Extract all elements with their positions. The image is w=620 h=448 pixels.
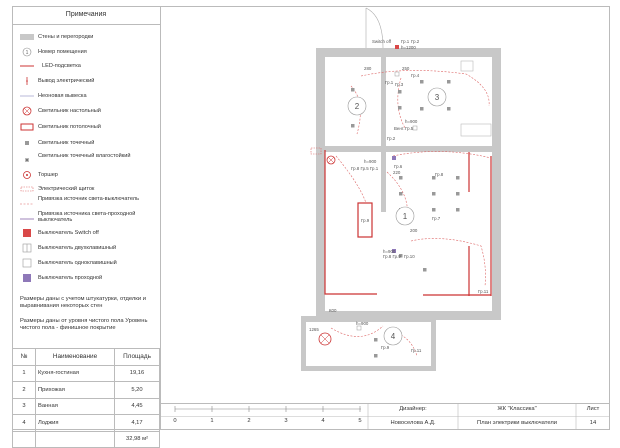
switch-passthrough-icon xyxy=(20,273,34,283)
legend-switch-double: Выключатель двухклавишный xyxy=(38,245,117,251)
table-row: 3 Ванная 4,45 xyxy=(13,398,160,415)
svg-text:Гр.7: Гр.7 xyxy=(432,216,441,221)
spot-icon xyxy=(20,138,34,148)
switch-link-icon xyxy=(20,199,34,209)
svg-text:250: 250 xyxy=(402,66,410,71)
col-number-header: № xyxy=(13,349,36,366)
svg-text:Гр.9: Гр.9 xyxy=(361,218,370,223)
svg-text:Гр.11: Гр.11 xyxy=(411,348,422,353)
svg-text:h=900: h=900 xyxy=(364,159,377,164)
table-lamp-icon xyxy=(20,106,34,116)
designer-label: Дизайнер: xyxy=(399,406,427,412)
outlet-marker-icon xyxy=(20,76,34,86)
electrical-plan xyxy=(161,6,610,403)
legend-passthrough-link: Привязка источника света-проходной выключатель xyxy=(38,211,136,223)
rooms-table xyxy=(12,348,160,448)
legend-led: LED-подсветка xyxy=(42,63,81,69)
legend-switch-passthrough: Выключатель проходной xyxy=(38,275,103,281)
floor-lamp-icon xyxy=(20,170,34,180)
room-4-number: 4 xyxy=(390,332,396,341)
table-row: 1 Кухня-гостиная 19,16 xyxy=(13,365,160,382)
sheet-number: 14 xyxy=(589,420,597,426)
title-block xyxy=(161,403,610,430)
legend-floor-lamp: Торшер xyxy=(38,172,58,178)
svg-text:Вент.: Вент. xyxy=(394,126,405,131)
col-name-header: Наименование xyxy=(36,349,115,366)
svg-text:h=900: h=900 xyxy=(405,119,418,124)
plan-labels xyxy=(309,39,489,353)
project-name: ЖК "Классика" xyxy=(497,406,537,412)
walls-swatch-icon xyxy=(20,32,34,42)
svg-text:Гр.10: Гр.10 xyxy=(404,254,415,259)
room-1-number: 1 xyxy=(402,212,408,221)
scale-tick-5: 5 xyxy=(358,418,362,424)
note-floor-level: Размеры даны от уровня чистого пола Уровень чистого пола - финишное покрытие xyxy=(20,318,148,331)
sheet-title: План электрики выключатели xyxy=(477,420,557,426)
scale-tick-0: 0 xyxy=(173,418,177,424)
electric-panel-icon xyxy=(20,184,34,194)
spot-wet-icon xyxy=(20,155,34,165)
room-3-number: 3 xyxy=(434,93,440,102)
legend-switch-off: Выключатель Switch off xyxy=(38,230,99,236)
svg-text:Гр.9: Гр.9 xyxy=(381,345,390,350)
bathtub xyxy=(461,124,491,136)
scale-tick-1: 1 xyxy=(210,418,214,424)
neon-line-icon xyxy=(20,91,34,101)
svg-text:Гр.8: Гр.8 xyxy=(435,172,444,177)
legend-spot: Светильник точечный xyxy=(38,140,95,146)
svg-text:Гр.8 Гр.5 Гр.1: Гр.8 Гр.5 Гр.1 xyxy=(351,166,379,171)
svg-text:280: 280 xyxy=(364,66,372,71)
svg-text:220: 220 xyxy=(393,170,401,175)
table-total-row xyxy=(13,431,160,448)
scale-tick-2: 2 xyxy=(247,418,251,424)
svg-text:Гр.6: Гр.6 xyxy=(394,164,403,169)
legend-spot-wet: Светильник точечный влагостойкий xyxy=(38,153,131,159)
total-area: 32,98 м² xyxy=(115,431,160,448)
legend-outlet: Вывод электрический xyxy=(38,78,95,84)
note-dimensions: Размеры даны с учетом штукатурки, отделки и выравнивания некоторых стен xyxy=(20,296,146,309)
switch-single-icon xyxy=(20,258,34,268)
table-row: 2 Прихожая 5,20 xyxy=(13,382,160,399)
scale-tick-4: 4 xyxy=(321,418,325,424)
svg-text:Гр.1: Гр.1 xyxy=(385,80,394,85)
legend-switch-single: Выключатель одноклавишный xyxy=(38,260,117,266)
legend-table-lamp: Светильник настольный xyxy=(38,108,101,114)
svg-text:1: 1 xyxy=(25,50,29,56)
legend-room-number: Номер помещения xyxy=(38,49,87,55)
scale-tick-3: 3 xyxy=(284,418,288,424)
svg-text:h=900: h=900 xyxy=(383,249,396,254)
svg-text:К00: К00 xyxy=(329,308,337,313)
svg-text:h=1200: h=1200 xyxy=(401,45,416,50)
col-area-header: Площадь xyxy=(115,349,160,366)
switch-double-icon xyxy=(20,243,34,253)
room-2-number: 2 xyxy=(354,102,360,111)
room-number-circle-icon xyxy=(20,47,34,57)
designer-name: Новоселова А.Д. xyxy=(390,420,436,426)
legend-neon: Неоновая вывеска xyxy=(38,93,87,99)
svg-text:200: 200 xyxy=(410,228,418,233)
notes-sidebar xyxy=(12,6,161,443)
sheet-label: Лист xyxy=(586,406,600,412)
legend-panel: Электрический щиток xyxy=(38,186,95,192)
svg-text:Гр.5: Гр.5 xyxy=(405,126,414,131)
svg-text:1265: 1265 xyxy=(309,327,319,332)
notes-title: Примечания xyxy=(12,6,160,25)
svg-text:Гр.2: Гр.2 xyxy=(387,136,396,141)
switches xyxy=(354,45,417,330)
ceiling-lamp-icon xyxy=(20,122,34,132)
table-row: 4 Лоджия 4,17 xyxy=(13,415,160,432)
svg-text:h=900: h=900 xyxy=(356,321,369,326)
passthrough-link-icon xyxy=(20,214,34,224)
svg-text:Гр.1: Гр.1 xyxy=(401,39,410,44)
svg-text:Гр.11: Гр.11 xyxy=(478,289,489,294)
svg-text:Switch off: Switch off xyxy=(372,39,391,44)
legend-ceiling-lamp: Светильник потолочный xyxy=(38,124,101,130)
switch-off-icon xyxy=(20,228,34,238)
svg-text:Гр.8 Гр.9: Гр.8 Гр.9 xyxy=(383,254,401,259)
legend-switch-link: Привязка источник света-выключатель xyxy=(38,196,139,202)
svg-text:Гр.4: Гр.4 xyxy=(411,73,420,78)
svg-text:Гр.3: Гр.3 xyxy=(395,82,404,87)
legend-walls: Стены и перегородки xyxy=(38,34,94,40)
sink xyxy=(461,61,473,71)
svg-text:Гр.2: Гр.2 xyxy=(411,39,420,44)
led-line-icon xyxy=(20,61,34,71)
